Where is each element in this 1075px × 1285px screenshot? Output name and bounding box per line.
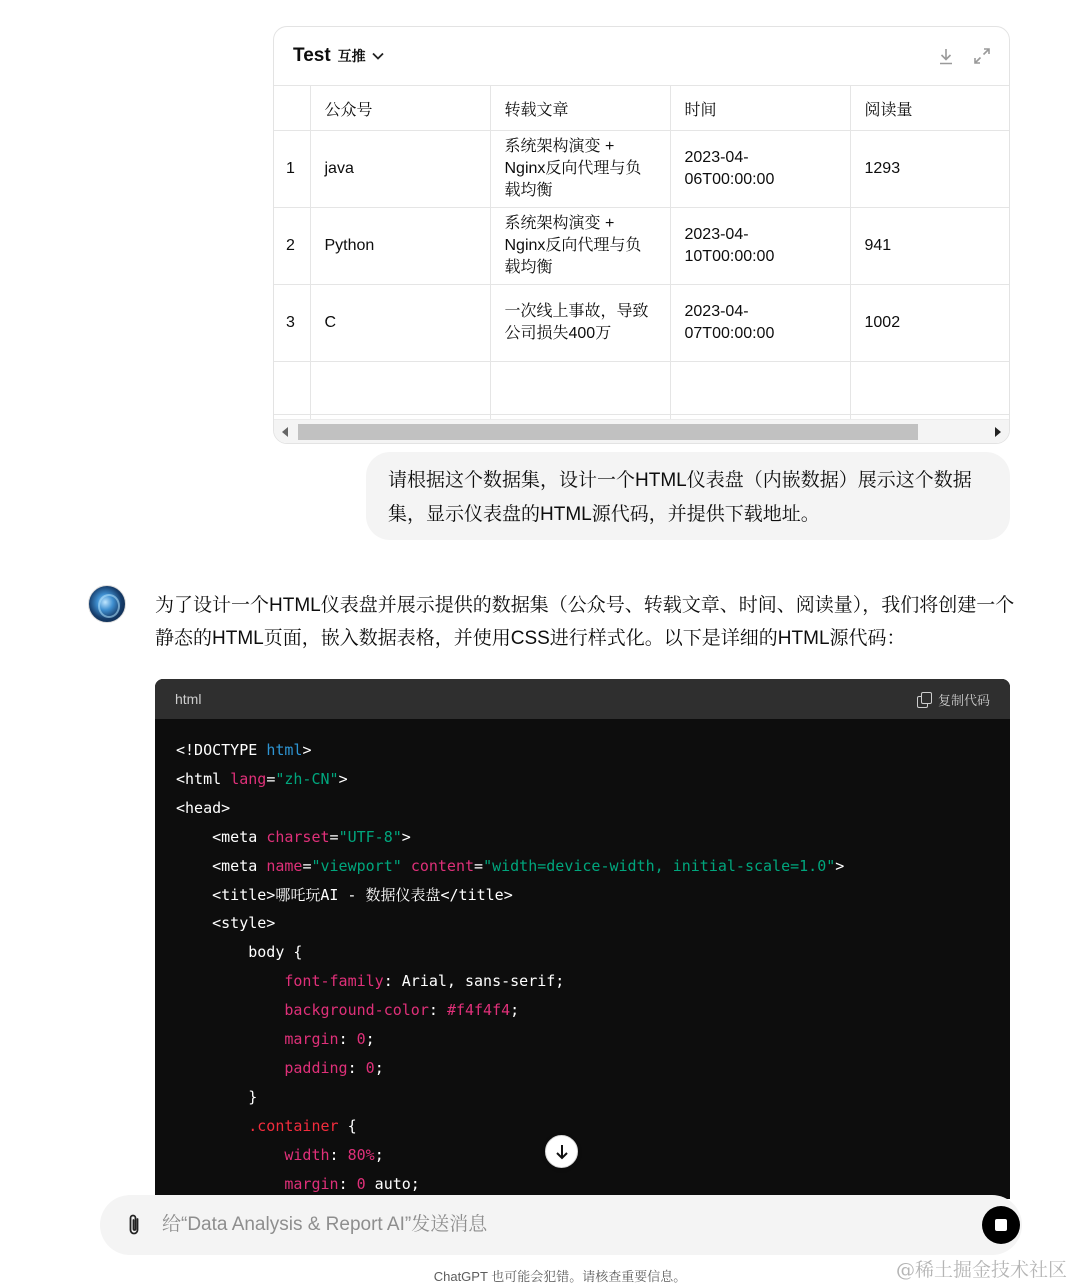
card-header [274,27,1009,85]
table-cell: 1 [274,131,310,208]
assistant-message: 为了设计一个HTML仪表盘并展示提供的数据集（公众号、转载文章、时间、阅读量），我们将创建一个静态的HTML页面，嵌入数据表格，并使用CSS进行样式化。以下是详细的HTML源代码： [155,595,1015,649]
table-cell: 3 [274,285,310,362]
card-actions [937,47,991,65]
column-header-time[interactable]: 时间 [670,86,850,131]
card-title: Test [293,45,331,66]
table-cell: 一次线上事故，导致公司损失400万 [490,285,670,362]
table-cell: 941 [850,208,1010,285]
code-header [155,679,1010,719]
data-table [274,85,1010,425]
column-header-index[interactable] [274,86,310,131]
card-subtitle[interactable]: 互推 [337,48,366,64]
message-input[interactable] [162,1210,942,1240]
table-row [274,285,1010,362]
code-content[interactable]: <!DOCTYPE html> <html lang="zh-CN"> <head> <meta charset="UTF-8"> <meta name="viewport" content="width=device-width, initial-scale=1.0"> <title>哪吒玩AI - 数据仪表盘</title> <style> body { font-family: Arial, sans-serif; background-color: #f4f4f4; margin: 0; padding: 0; } .container { width: 80%; margin: 0 auto; [176,741,845,1193]
table-cell-empty [850,362,1010,415]
disclaimer: ChatGPT 也可能会犯错。请核查重要信息。 [433,1269,687,1284]
copy-code-button[interactable] [917,690,990,709]
code-language-label: html [175,691,202,707]
table-cell: java [310,131,490,208]
arrow-down-icon [554,1143,570,1161]
scrollbar-thumb[interactable] [298,424,918,440]
table-row-empty [274,362,1010,415]
table-cell-empty [490,362,670,415]
column-header-article[interactable]: 转载文章 [490,86,670,131]
horizontal-scrollbar[interactable] [274,419,1009,443]
table-cell: 2023-04-06T00:00:00 [670,131,850,208]
table-row [274,131,1010,208]
data-table-card [273,26,1010,444]
code-block [155,679,1010,1199]
table-cell-empty [274,362,310,415]
download-icon[interactable] [937,47,955,65]
table-row [274,208,1010,285]
chevron-down-icon[interactable] [372,50,384,62]
table-cell: Python [310,208,490,285]
table-cell: 2 [274,208,310,285]
column-header-reads[interactable]: 阅读量 [850,86,1010,131]
table-cell-empty [310,362,490,415]
expand-icon[interactable] [973,47,991,65]
scroll-to-bottom-button[interactable] [545,1135,578,1168]
paperclip-icon[interactable] [122,1212,146,1238]
table-cell: 2023-04-07T00:00:00 [670,285,850,362]
table-cell: C [310,285,490,362]
copy-code-label: 复制代码 [937,692,990,708]
table-cell: 1002 [850,285,1010,362]
table-cell: 1293 [850,131,1010,208]
table-cell: 系统架构演变 + Nginx反向代理与负载均衡 [490,131,670,208]
copy-icon [917,692,932,707]
user-message-bubble: 请根据这个数据集，设计一个HTML仪表盘（内嵌数据）展示这个数据集，显示仪表盘的HTML源代码，并提供下载地址。 [366,452,1010,540]
scroll-left-icon[interactable] [282,427,288,437]
column-header-account[interactable]: 公众号 [310,86,490,131]
table-cell-empty [670,362,850,415]
table-cell: 系统架构演变 + Nginx反向代理与负载均衡 [490,208,670,285]
scroll-right-icon[interactable] [995,427,1001,437]
stop-generating-button[interactable] [982,1206,1020,1244]
table-header-row [274,86,1010,131]
message-composer [100,1195,1022,1255]
table-cell: 2023-04-10T00:00:00 [670,208,850,285]
assistant-avatar [88,585,126,623]
stop-icon [995,1219,1007,1231]
watermark: @稀土掘金技术社区 [895,1259,1067,1281]
